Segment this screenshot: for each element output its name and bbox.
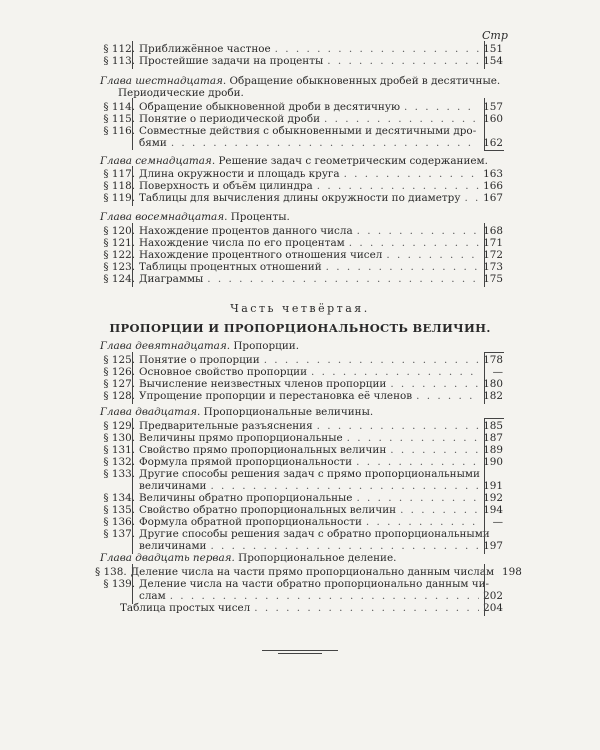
toc-entry[interactable] [95,101,503,113]
section-title: Свойство прямо пропорциональных величин [139,444,387,456]
section-number: § 138. [95,566,127,578]
end-ornament-short [278,653,322,654]
page-number: 167 [483,192,503,204]
leader-dots [344,168,480,180]
bracket-right [484,41,485,69]
section-title: Предварительные разъяснения [139,420,313,432]
section-number: § 117. [103,168,135,180]
section-title: Совместные действия с обыкновенными и десятичными дро- [139,125,477,137]
section-title-continued: величинами [139,540,207,552]
toc-entry-table[interactable] [120,602,503,614]
section-title: Длина окружности и площадь круга [139,168,340,180]
table-title: Таблица простых чисел [120,602,251,614]
toc-entry[interactable] [95,180,503,192]
part-label: Часть четвёртая. [230,302,370,315]
page-number: 168 [483,225,503,237]
page-number: 178 [483,354,503,366]
section-title-continued: величинами [139,480,207,492]
section-number: § 130. [103,432,135,444]
page-number: 197 [483,540,503,552]
section-title: Формула прямой пропорциональности [139,456,353,468]
leader-dots [324,113,479,125]
chapter-title-continued: Периодические дроби. [118,87,244,99]
leader-dots [416,390,479,402]
leader-dots [464,192,479,204]
section-number: § 115. [103,113,135,125]
bracket-top [484,418,504,419]
section-number: § 131. [103,444,135,456]
toc-entry-continued[interactable] [139,590,503,602]
section-number: § 116. [103,125,135,137]
toc-entry[interactable] [95,125,503,137]
page-number: 202 [483,590,503,602]
section-number: § 118. [103,180,135,192]
toc-entry[interactable] [95,249,503,261]
toc-entry[interactable] [95,225,503,237]
section-title: Вычисление неизвестных членов пропорции [139,378,387,390]
section-number: § 137. [103,528,135,540]
bracket-left [132,223,133,287]
bracket-right [484,352,485,404]
section-title: Нахождение процентного отношения чисел [139,249,383,261]
chapter-label: Глава семнадцатая. [100,155,216,167]
chapter-label: Глава восемнадцатая. [100,211,228,223]
section-number: § 132. [103,456,135,468]
page-number: 187 [483,432,503,444]
leader-dots [210,480,479,492]
section-title: Таблицы для вычисления длины окружности по диаметру [139,192,461,204]
section-number: § 127. [103,378,135,390]
bracket-right [484,98,485,150]
page-number: — [492,516,503,528]
toc-entry[interactable] [95,456,503,468]
bracket-left [132,166,133,206]
page-number: 192 [483,492,503,504]
page-number: 175 [483,273,503,285]
section-title: Обращение обыкновенной дроби в десятичную [139,101,401,113]
page-number: 204 [483,602,503,614]
section-title: Нахождение процентов данного числа [139,225,353,237]
chapter-title: Обращение обыкновенных дробей в десятичные. [229,75,501,87]
page-number: 163 [483,168,503,180]
section-title-continued: слам [139,590,166,602]
section-title: Приближённое частное [139,43,271,55]
section-number: § 134. [103,492,135,504]
toc-entry[interactable] [95,113,503,125]
section-number: § 136. [103,516,135,528]
bracket-left [132,564,133,604]
leader-dots [357,225,480,237]
toc-entry[interactable] [95,432,503,444]
leader-dots [171,137,479,149]
leader-dots [264,354,479,366]
leader-dots [170,590,479,602]
toc-entry[interactable] [95,390,503,402]
toc-entry[interactable] [95,168,503,180]
bracket-top [484,352,504,353]
toc-entry[interactable] [95,43,503,55]
toc-entry[interactable] [95,237,503,249]
page-number: 189 [483,444,503,456]
bracket-left [132,41,133,69]
section-title: Нахождение числа по его процентам [139,237,345,249]
section-number: § 113. [103,55,135,67]
toc-entry[interactable] [95,492,503,504]
chapter-heading [100,211,290,223]
section-title: Диаграммы [139,273,204,285]
toc-entry[interactable] [95,366,503,378]
page-number: — [492,366,503,378]
toc-entry-continued[interactable] [139,480,503,492]
toc-entry[interactable] [95,354,503,366]
toc-entry[interactable] [95,420,503,432]
chapter-heading [100,340,299,352]
toc-entry[interactable] [95,504,503,516]
chapter-label: Глава шестнадцатая. [100,75,227,87]
section-number: § 119. [103,192,135,204]
section-number: § 129. [103,420,135,432]
section-title: Величины прямо пропорциональные [139,432,343,444]
section-number: § 125. [103,354,135,366]
chapter-heading [100,75,500,87]
section-number: § 112. [103,43,135,55]
page-number: 160 [483,113,503,125]
page-number: 190 [483,456,503,468]
page-number: 172 [483,249,503,261]
section-title: Упрощение пропорции и перестановка её членов [139,390,413,402]
bracket-bottom [484,150,504,151]
section-title: Формула обратной пропорциональности [139,516,362,528]
page-number: 180 [483,378,503,390]
leader-dots [327,55,479,67]
bracket-right [484,223,485,287]
leader-dots [390,378,479,390]
page-number: 198 [502,566,522,578]
page-number: 185 [483,420,503,432]
section-title: Свойство обратно пропорциональных величин [139,504,397,516]
page-number: 171 [483,237,503,249]
chapter-title: Проценты. [230,211,290,223]
section-title: Величины обратно пропорциональные [139,492,353,504]
page-number: 191 [483,480,503,492]
section-title: Основное свойство пропорции [139,366,308,378]
chapter-heading [100,155,488,167]
leader-dots [311,366,481,378]
leader-dots [356,456,479,468]
leader-dots [349,237,479,249]
leader-dots [207,273,479,285]
toc-entry[interactable] [95,378,503,390]
page-number: 162 [483,137,503,149]
section-number: § 128. [103,390,135,402]
section-number: § 124. [103,273,135,285]
toc-entry[interactable] [95,444,503,456]
section-title: Другие способы решения задач с прямо пропорциональными [139,468,480,480]
leader-dots [404,101,479,113]
section-number: § 126. [103,366,135,378]
toc-entry[interactable] [95,566,522,578]
toc-entry[interactable] [95,273,503,285]
section-title: Таблицы процентных отношений [139,261,322,273]
leader-dots [347,432,480,444]
toc-entry[interactable] [95,578,503,590]
chapter-label: Глава двадцать первая. [100,552,235,564]
section-title: Другие способы решения задач с обратно пропорциональными [139,528,490,540]
leader-dots [366,516,481,528]
chapter-heading [100,406,373,418]
leader-dots [317,420,479,432]
toc-entry-continued[interactable] [139,137,503,149]
leader-dots [400,504,479,516]
toc-entry-continued[interactable] [139,540,503,552]
chapter-heading [100,552,396,564]
part-title: ПРОПОРЦИИ И ПРОПОРЦИОНАЛЬНОСТЬ ВЕЛИЧИН. [109,321,491,335]
toc-entry[interactable] [95,528,503,540]
section-title: Деление числа на части обратно пропорционально данным чи- [139,578,490,590]
chapter-label: Глава двадцатая. [100,406,201,418]
end-ornament [262,650,338,651]
chapter-title: Решение задач с геометрическим содержанием. [218,155,488,167]
leader-dots [326,261,480,273]
toc-entry[interactable] [95,261,503,273]
section-number: § 123. [103,261,135,273]
leader-dots [386,249,479,261]
page-number: 154 [483,55,503,67]
section-title-continued: бями [139,137,167,149]
section-number: § 120. [103,225,135,237]
section-title: Понятие о пропорции [139,354,260,366]
leader-dots [254,602,479,614]
section-number: § 121. [103,237,135,249]
chapter-title: Пропорциональные величины. [203,406,374,418]
section-number: § 133. [103,468,135,480]
toc-entry[interactable] [95,192,503,204]
section-number: § 139. [103,578,135,590]
bracket-left [132,98,133,150]
leader-dots [356,492,479,504]
leader-dots [390,444,479,456]
bracket-right [484,418,485,554]
toc-entry[interactable] [95,55,503,67]
section-title: Простейшие задачи на проценты [139,55,324,67]
section-title: Деление числа на части прямо пропорционально данным числам [130,566,495,578]
page-number: 173 [483,261,503,273]
page-column-label: Стр [482,29,508,42]
section-number: § 135. [103,504,135,516]
leader-dots [317,180,479,192]
chapter-label: Глава девятнадцатая. [100,340,231,352]
bracket-left [132,418,133,554]
section-number: § 122. [103,249,135,261]
page-number: 151 [483,43,503,55]
leader-dots [210,540,479,552]
page-number: 194 [483,504,503,516]
toc-entry[interactable] [95,468,503,480]
bracket-right [484,564,485,616]
page-number: 157 [483,101,503,113]
bracket-left [132,352,133,404]
section-number: § 114. [103,101,135,113]
section-title: Понятие о периодической дроби [139,113,321,125]
chapter-title: Пропорциональное деление. [238,552,397,564]
leader-dots [275,43,480,55]
section-title: Поверхность и объём цилиндра [139,180,313,192]
page-number: 182 [483,390,503,402]
page-number: 166 [483,180,503,192]
chapter-title: Пропорции. [233,340,300,352]
toc-entry[interactable] [95,516,503,528]
